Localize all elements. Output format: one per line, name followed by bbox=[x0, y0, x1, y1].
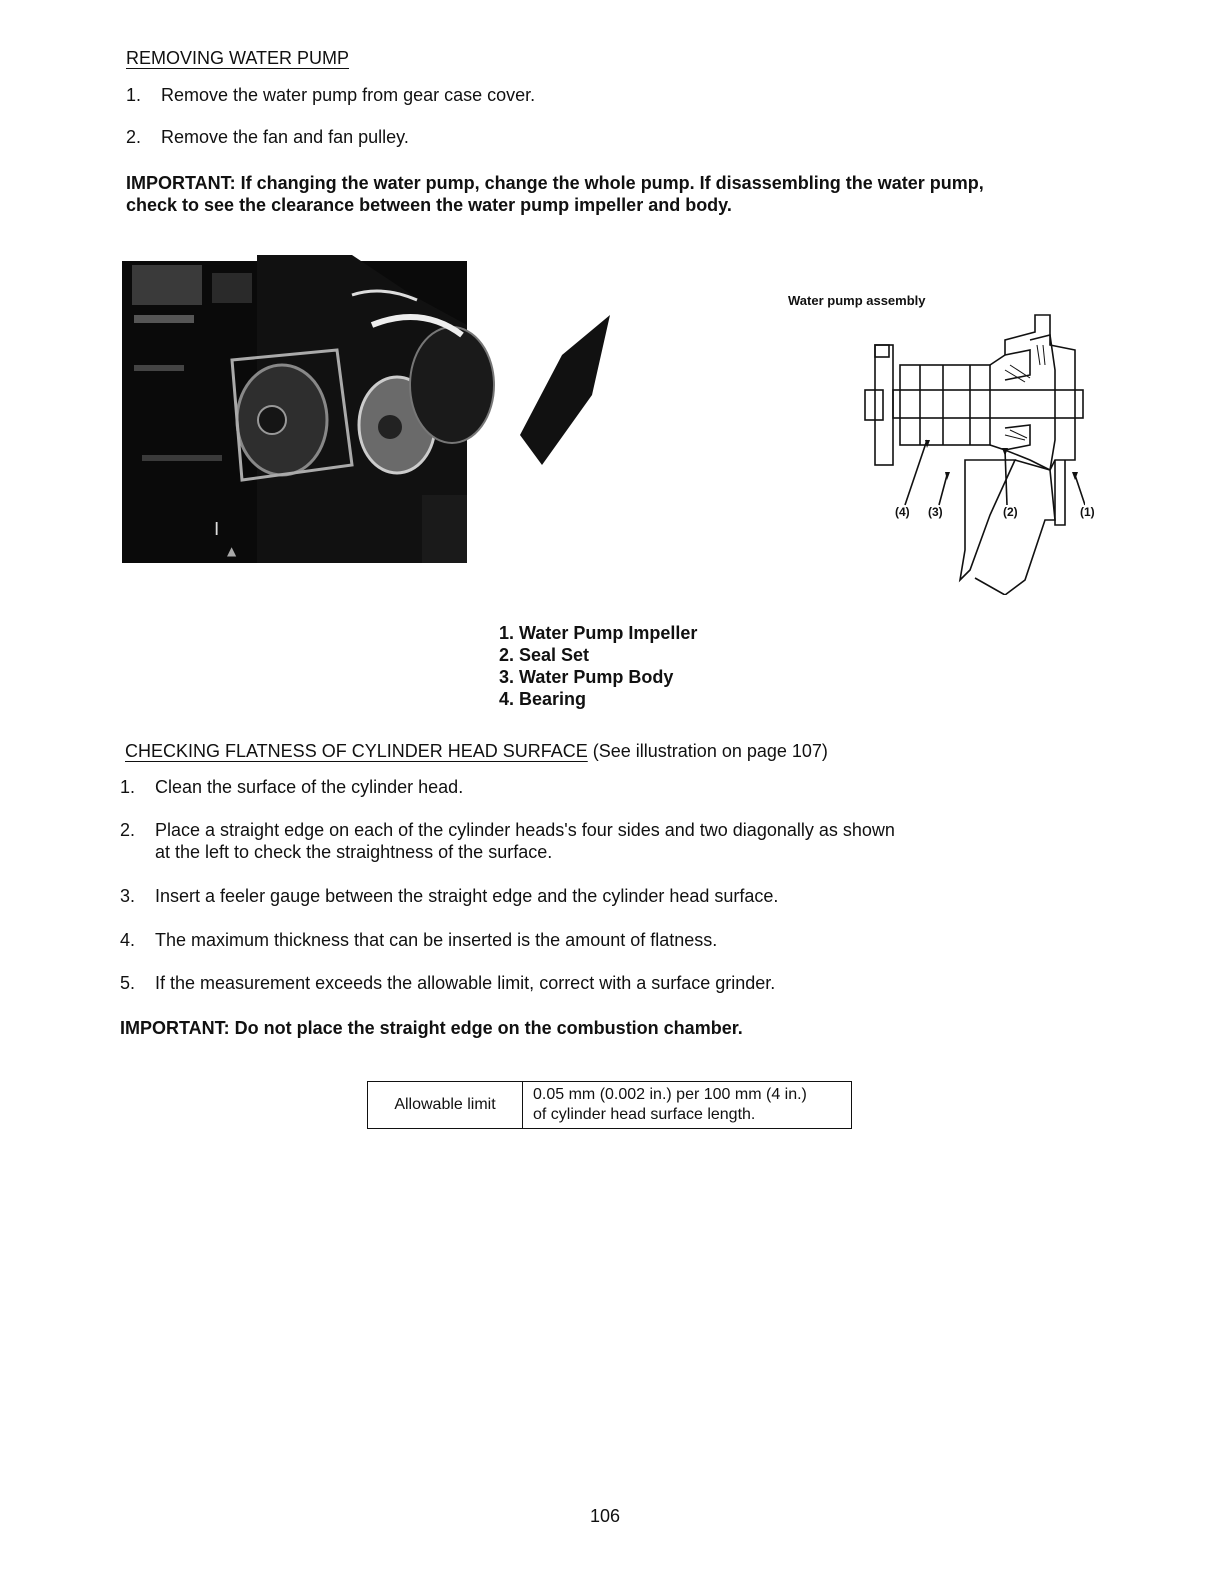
list-item bbox=[126, 127, 1026, 151]
step-text: Remove the fan and fan pulley. bbox=[161, 127, 409, 147]
list-item bbox=[120, 777, 1120, 801]
water-pump-cross-section bbox=[855, 310, 1085, 595]
important-note-combustion: IMPORTANT: Do not place the straight edge on the combustion chamber. bbox=[120, 1018, 743, 1038]
limit-label-cell: Allowable limit bbox=[368, 1082, 523, 1129]
water-pump-diagram bbox=[855, 310, 1085, 595]
section-heading-removing-water-pump: REMOVING WATER PUMP bbox=[126, 48, 350, 68]
step-text: Clean the surface of the cylinder head. bbox=[155, 777, 464, 797]
step-text: Remove the water pump from gear case cover. bbox=[161, 85, 536, 105]
diagram-caption: Water pump assembly bbox=[788, 293, 926, 308]
callout-4: (4) bbox=[895, 505, 910, 519]
list-item bbox=[120, 886, 1120, 910]
list-item bbox=[126, 85, 1026, 109]
list-item bbox=[120, 973, 1120, 997]
svg-text:▲: ▲ bbox=[227, 544, 237, 558]
section-heading-text: CHECKING FLATNESS OF CYLINDER HEAD SURFACE bbox=[125, 741, 588, 761]
step-number: 5. bbox=[120, 973, 136, 993]
table-row bbox=[368, 1082, 852, 1129]
callout-1: (1) bbox=[1080, 505, 1095, 519]
callout-2: (2) bbox=[1003, 505, 1018, 519]
step-text: If the measurement exceeds the allowable limit, correct with a surface grinder. bbox=[155, 973, 776, 993]
list-item bbox=[120, 820, 1120, 868]
legend-item: 1. Water Pump Impeller bbox=[499, 623, 698, 643]
legend-item: 3. Water Pump Body bbox=[499, 667, 674, 687]
parts-legend bbox=[499, 622, 697, 710]
step-text: Insert a feeler gauge between the straight edge and the cylinder head surface. bbox=[155, 886, 779, 906]
section-heading-checking-flatness bbox=[125, 741, 828, 762]
svg-text:I: I bbox=[214, 519, 220, 540]
step-text-continued: at the left to check the straightness of the surface. bbox=[155, 842, 553, 862]
callout-3: (3) bbox=[928, 505, 943, 519]
step-number: 4. bbox=[120, 930, 136, 950]
limit-value-line: 0.05 mm (0.002 in.) per 100 mm (4 in.) bbox=[533, 1086, 807, 1103]
legend-item: 4. Bearing bbox=[499, 689, 587, 709]
list-item bbox=[120, 930, 1120, 954]
important-note: IMPORTANT: If changing the water pump, change the whole pump. If disassembling the water pump, check to see the clearance between the water pump impeller and body. bbox=[126, 173, 984, 215]
step-text: Place a straight edge on each of the cylinder heads's four sides and two diagonally as shown bbox=[155, 820, 895, 840]
step-number: 1. bbox=[120, 777, 136, 797]
page-number: 106 bbox=[590, 1506, 621, 1526]
limit-value-line: of cylinder head surface length. bbox=[533, 1106, 756, 1123]
step-text: The maximum thickness that can be inserted is the amount of flatness. bbox=[155, 930, 718, 950]
limit-value-cell bbox=[523, 1082, 852, 1129]
water-pump-photo bbox=[122, 255, 612, 565]
step-number: 2. bbox=[126, 127, 142, 147]
step-number: 3. bbox=[120, 886, 136, 906]
step-number: 2. bbox=[120, 820, 136, 840]
step-number: 1. bbox=[126, 85, 142, 105]
section-heading-note: (See illustration on page 107) bbox=[592, 741, 828, 761]
legend-item: 2. Seal Set bbox=[499, 645, 590, 665]
allowable-limit-table bbox=[367, 1081, 852, 1129]
engine-photo-graphic bbox=[122, 255, 612, 565]
